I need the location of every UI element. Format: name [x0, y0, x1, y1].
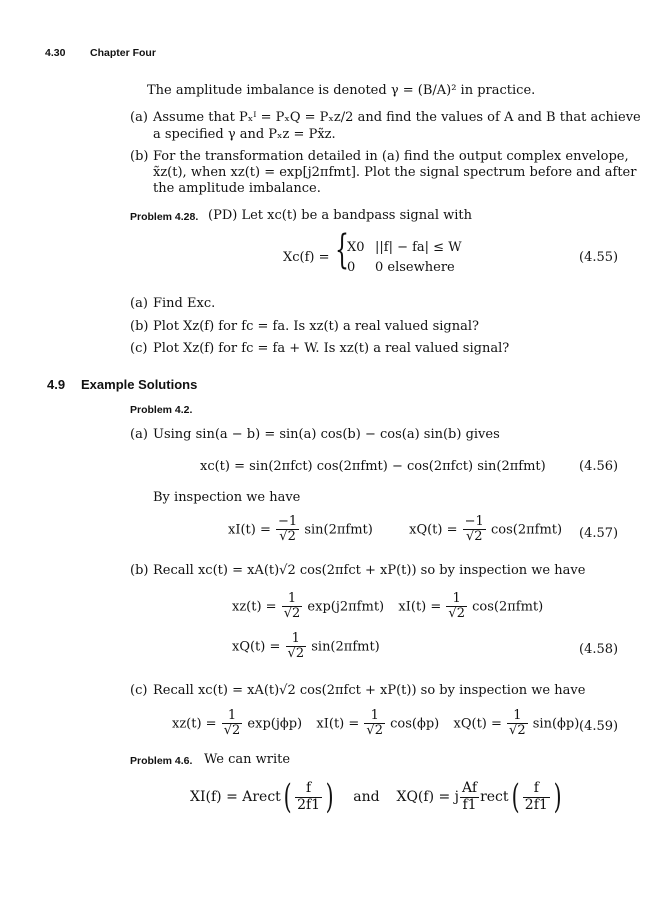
eq-last-lparen1: ( [283, 777, 292, 817]
eq-last-den1: 2f1 [297, 796, 321, 813]
eq-4-58-frac3 [286, 632, 307, 662]
eq-4-58-rhs2: cos(2πfmt) [472, 599, 544, 615]
item-b-line2: x̃z(t), when xz(t) = exp[j2πfmt]. Plot the signal spectrum before and after [153, 165, 637, 180]
eq-4-58-den2: √2 [448, 606, 465, 622]
eq-4-55-case2-cond: 0 elsewhere [375, 260, 455, 275]
p428-item-a-label: (a) [130, 296, 148, 311]
eq-4-59-den3: √2 [509, 723, 526, 739]
eq-last-num2: Af [462, 780, 478, 797]
eq-4-57-lhs2: xQ(t) = [409, 522, 458, 538]
eq-4-59-frac3 [507, 709, 528, 739]
eq-4-59-num1: 1 [222, 709, 243, 724]
intro-text: The amplitude imbalance is denoted γ = (B/A)² in practice. [147, 83, 536, 98]
p428-item-b-label: (b) [130, 319, 149, 334]
eq-4-55-lhs [283, 250, 330, 266]
eq-4-55-number: (4.55) [579, 250, 619, 265]
inspection-text: By inspection we have [153, 490, 301, 505]
eq-4-59-frac2 [364, 709, 385, 739]
p428-item-b-text: Plot Xz(f) for fc = fa. Is xz(t) a real valued signal? [153, 319, 479, 334]
chapter-title: Chapter Four [90, 47, 156, 59]
eq-4-58-row2 [232, 632, 380, 662]
item-a-line1: Assume that Pₓᴵ = PₓQ = Pₓz/2 and find the values of A and B that achieve [153, 110, 641, 125]
eq-4-59-den2: √2 [366, 723, 383, 739]
problem-4-28-text: (PD) Let xc(t) be a bandpass signal with [208, 208, 473, 223]
sol-b-label: (b) [130, 563, 149, 578]
problem-4-6-tag: Problem 4.6. [130, 755, 193, 767]
eq-last-rparen1: ) [325, 777, 334, 817]
eq-4-58-row1 [232, 592, 543, 622]
eq-4-59 [172, 709, 579, 739]
eq-4-58-num1: 1 [282, 592, 303, 607]
eq-last-num1: f [295, 781, 322, 797]
eq-4-55-case1-val: X0 [347, 240, 365, 255]
eq-4-59-lhs2: xI(t) = [316, 716, 360, 732]
eq-4-58-lhs3: xQ(t) = [232, 639, 281, 655]
sol-c-text: Recall xc(t) = xA(t)√2 cos(2πfct + xP(t)) so by inspection we have [153, 683, 586, 698]
eq-4-57-num1: −1 [278, 514, 298, 529]
eq-4-55-brace: { [335, 227, 349, 273]
eq-4-58-den1: √2 [283, 606, 301, 622]
eq-4-57-num2: −1 [464, 514, 484, 529]
eq-last-and: and [353, 789, 380, 805]
eq-last-num3: f [523, 781, 550, 797]
item-b-line1: For the transformation detailed in (a) find the output complex envelope, [153, 149, 629, 164]
eq-4-55-lhs-text: Xc(f) = [283, 250, 330, 265]
eq-4-58-lhs2: xI(t) = [398, 599, 442, 615]
eq-4-59-lhs1: xz(t) = [172, 716, 217, 732]
page-number: 4.30 [45, 47, 66, 59]
eq-last-frac3 [523, 781, 550, 813]
eq-4-59-number: (4.59) [579, 719, 619, 734]
eq-4-58-frac2 [446, 592, 467, 622]
eq-4-58-num3: 1 [286, 632, 307, 647]
eq-4-57-number: (4.57) [579, 526, 619, 541]
eq-4-59-num3: 1 [507, 709, 528, 724]
eq-4-55-case1-cond: ||f| − fa| ≤ W [375, 240, 462, 255]
eq-4-59-rhs3: sin(ϕp) [532, 716, 580, 732]
eq-last-den3: 2f1 [524, 796, 548, 813]
eq-4-58-rhs3: sin(2πfmt) [311, 639, 380, 655]
sol-c-label: (c) [130, 683, 148, 698]
eq-4-59-rhs1: exp(jϕp) [247, 716, 303, 732]
eq-last-rect2: rect [480, 789, 509, 805]
item-a-line2: a specified γ and Pₓz = Px̃z. [153, 127, 336, 142]
eq-4-57-frac2 [463, 515, 486, 545]
eq-4-56-number: (4.56) [579, 459, 619, 474]
sol-a-text: Using sin(a − b) = sin(a) cos(b) − cos(a) sin(b) gives [153, 427, 500, 442]
section-number: 4.9 [47, 377, 66, 392]
eq-4-58-frac1 [282, 592, 303, 622]
eq-4-58-rhs1: exp(j2πfmt) [307, 599, 385, 615]
problem-4-6-text: We can write [204, 752, 291, 767]
eq-4-57 [228, 515, 562, 545]
p428-item-a-text: Find Exc. [153, 296, 216, 311]
sol-a-label: (a) [130, 427, 148, 442]
eq-4-59-rhs2: cos(ϕp) [390, 716, 440, 732]
eq-4-58-lhs1: xz(t) = [232, 599, 277, 615]
eq-last-den2: f1 [462, 796, 477, 813]
eq-last-frac2 [460, 781, 479, 813]
eq-4-55-case2-val: 0 [347, 260, 356, 275]
eq-4-59-num2: 1 [364, 709, 385, 724]
problem-4-2-tag: Problem 4.2. [130, 404, 193, 416]
eq-last-lhs1: XI(f) [190, 789, 222, 805]
eq-last-rparen2: ) [553, 777, 562, 817]
eq-last-lparen2: ( [511, 777, 520, 817]
eq-4-56: xc(t) = sin(2πfct) cos(2πfmt) − cos(2πfct) sin(2πfmt) [200, 459, 546, 474]
item-b-line3: the amplitude imbalance. [153, 181, 321, 196]
eq-4-59-den1: √2 [223, 723, 241, 739]
eq-4-57-frac1 [276, 515, 299, 545]
eq-4-58-num2: 1 [446, 592, 467, 607]
eq-last-lhs2: XQ(f) [396, 789, 435, 805]
p428-item-c-label: (c) [130, 341, 148, 356]
eq-4-57-den2: √2 [465, 529, 483, 545]
eq-4-58-den3: √2 [287, 646, 305, 662]
eq-last-eq1: = Arect [226, 789, 281, 805]
problem-4-28-tag: Problem 4.28. [130, 211, 199, 223]
eq-4-58-number: (4.58) [579, 642, 619, 657]
eq-4-57-lhs1: xI(t) = [228, 522, 271, 538]
p428-item-c-text: Plot Xz(f) for fc = fa + W. Is xz(t) a real valued signal? [153, 341, 510, 356]
eq-4-57-rhs1: sin(2πfmt) [304, 522, 373, 538]
eq-last-eq2: = j [438, 789, 460, 805]
eq-4-57-den1: √2 [279, 529, 296, 545]
sol-b-text: Recall xc(t) = xA(t)√2 cos(2πfct + xP(t)) so by inspection we have [153, 563, 586, 578]
item-b-label: (b) [130, 149, 149, 164]
eq-4-59-frac1 [222, 709, 243, 739]
eq-last-frac1 [295, 781, 322, 813]
eq-last [190, 777, 564, 817]
section-title: Example Solutions [81, 377, 198, 392]
eq-4-59-lhs3: xQ(t) = [453, 716, 502, 732]
eq-4-57-rhs2: cos(2πfmt) [490, 522, 563, 538]
item-a-label: (a) [130, 110, 148, 125]
